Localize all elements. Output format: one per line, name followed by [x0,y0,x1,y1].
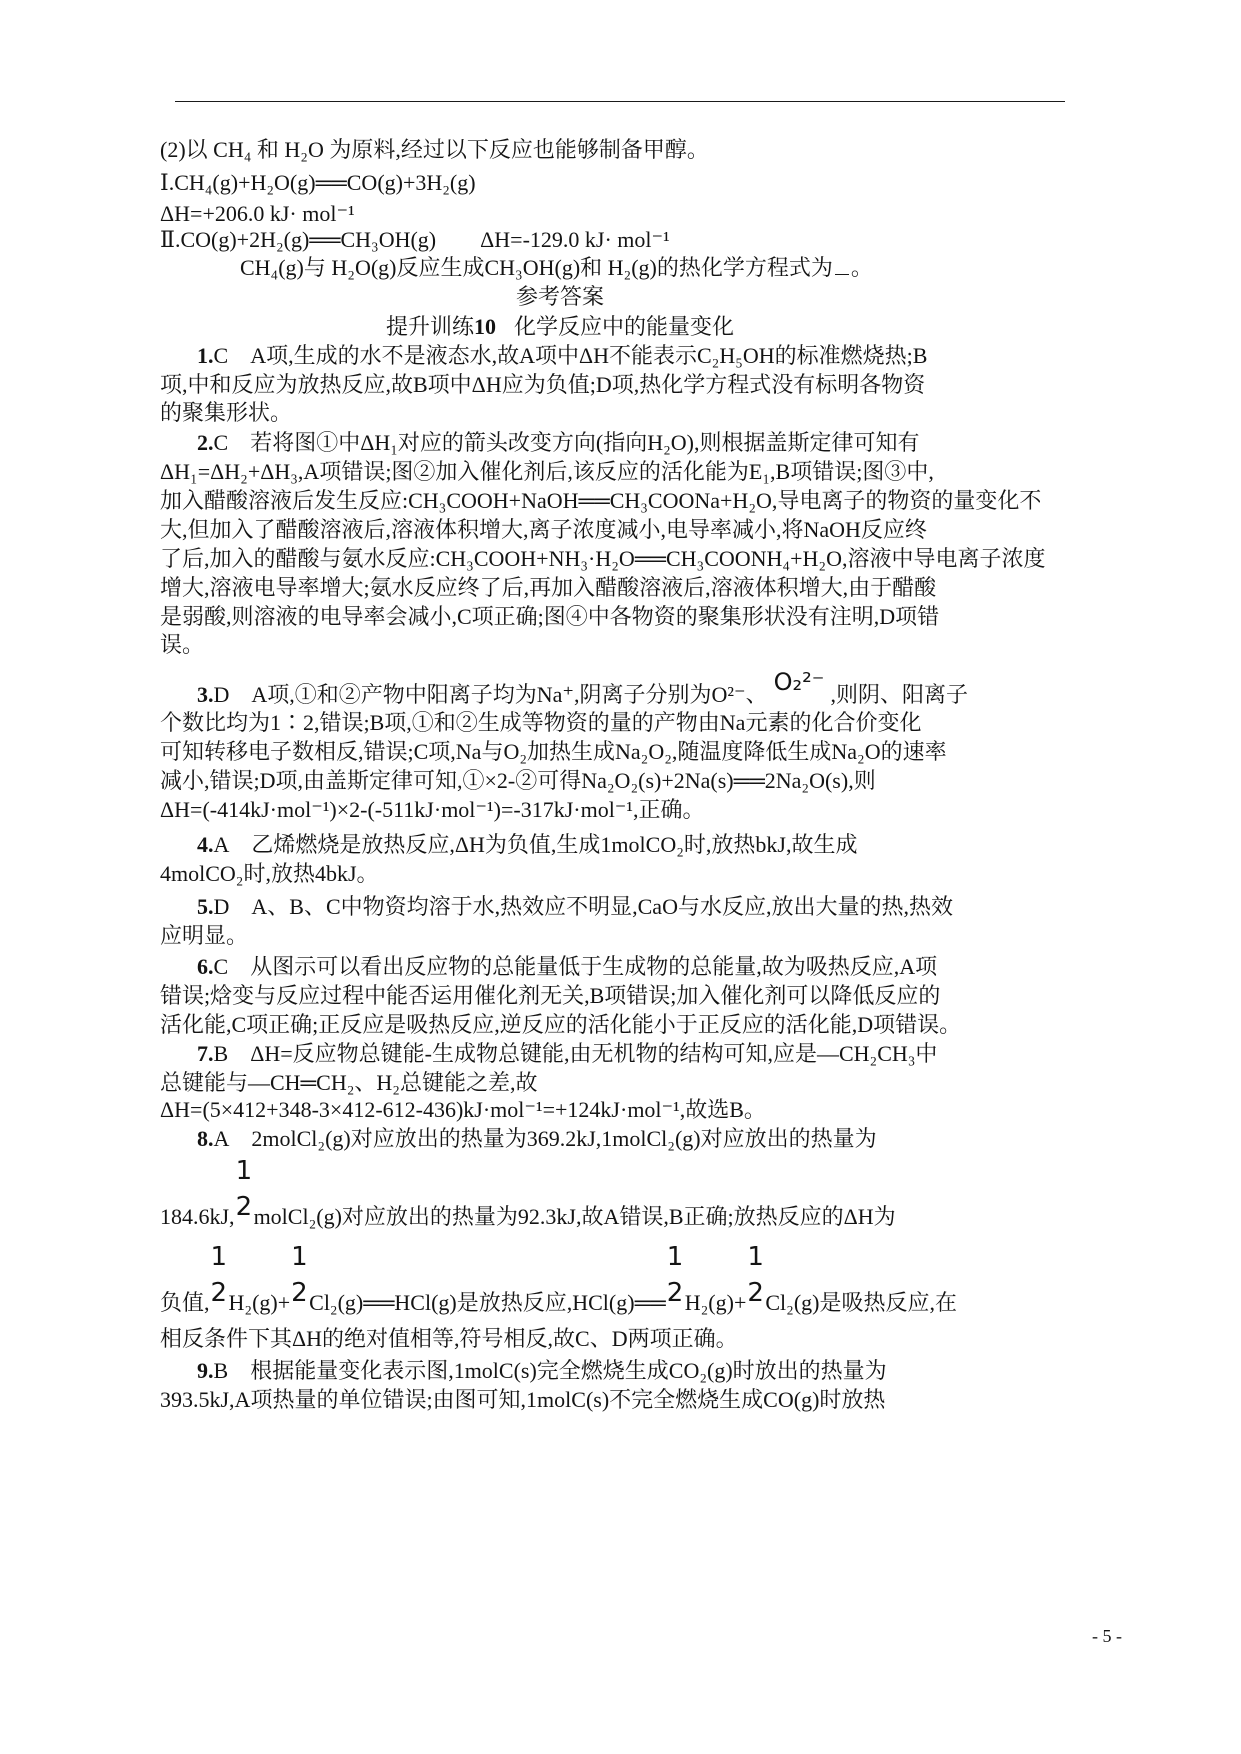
reaction-2-enthalpy: ΔH=-129.0 kJ· mol⁻¹ [480,227,670,252]
answer-2-line-7: 是弱酸,则溶液的电导率会减小,C项正确;图④中各物资的聚集形状没有注明,D项错 [160,604,940,629]
fraction-denominator: 2 [747,1278,764,1308]
reaction-2: Ⅱ.CO(g)+2H₂(g)══CH₃OH(g) [160,227,437,252]
answer-choice: C [213,430,229,455]
answer-4-line-1 [197,830,857,860]
reaction-1-enthalpy: ΔH=+206.0 kJ· mol⁻¹ [160,201,355,226]
answer-text: 负值, [160,1290,210,1315]
answer-1-line-1 [197,341,927,371]
answer-text: 若将图①中ΔH₁对应的箭头改变方向(指向H₂O),则根据盖斯定律可知有 [250,430,920,455]
fraction-denominator: 2 [235,1192,253,1222]
answer-number: 2. [197,430,214,455]
reaction-2-line [160,225,670,255]
answer-1-line-3: 的聚集形状。 [160,400,293,425]
answer-choice: A [213,1126,230,1151]
answer-4-line-2: 4molCO₂时,放热4bkJ。 [160,861,379,886]
answer-3-line-5: ΔH=(-414kJ·mol⁻¹)×2-(-511kJ·mol⁻¹)=-317kJ·mol⁻¹,正确。 [160,797,705,822]
fraction-numerator: 1 [747,1242,764,1272]
answer-8-line-4: 相反条件下其ΔH的绝对值相等,符号相反,故C、D两项正确。 [160,1326,738,1351]
answer-3-line-3: 可知转移电子数相反,错误;C项,Na与O₂加热生成Na₂O₂,随温度降低生成Na₂O的速率 [160,739,947,764]
answer-8-line-3 [160,1242,957,1318]
answer-7-line-2: 总键能与—CH═CH₂、H₂总键能之差,故 [160,1070,538,1095]
answer-9-line-1 [197,1356,887,1386]
answer-text: ΔH=反应物总键能-生成物总键能,由无机物的结构可知,应是—CH₂CH₃中 [250,1041,938,1066]
fraction-one-half [666,1242,684,1310]
answer-2-line-2: ΔH₁=ΔH₂+ΔH₃,A项错误;图②加入催化剂后,该反应的活化能为E₁,B项错误;图③中, [160,459,934,484]
title-topic: 化学反应中的能量变化 [514,314,735,339]
answer-key-heading: 参考答案 [515,284,604,309]
answer-text: A项,生成的水不是液态水,故A项中ΔH不能表示C₂H₅OH的标准燃烧热;B [250,343,928,368]
title-prefix: 提升训练 [385,314,474,339]
answer-choice: C [213,954,229,979]
answer-choice: D [213,894,230,919]
fraction-one-half [291,1242,308,1310]
answer-number: 5. [197,894,214,919]
answer-blank [835,254,849,275]
answer-1-line-2: 项,中和反应为放热反应,故B项中ΔH应为负值;D项,热化学方程式没有标明各物资 [160,372,926,397]
answer-9-line-2: 393.5kJ,A项热量的单位错误;由图可知,1molC(s)不完全燃烧生成CO(g)时放热 [160,1387,886,1412]
page-number: - 5 - [1092,1626,1122,1646]
answer-choice: C [213,343,229,368]
answer-8-line-1 [197,1124,877,1154]
answer-number: 6. [197,954,214,979]
fraction-denominator: 2 [210,1278,228,1308]
question-prompt [240,253,873,283]
answer-text: 2molCl₂(g)对应放出的热量为369.2kJ,1molCl₂(g)对应放出的热量为 [251,1126,877,1151]
answer-5-line-2: 应明显。 [160,923,249,948]
answer-3-line-4: 减小,错误;D项,由盖斯定律可知,①×2-②可得Na₂O₂(s)+2Na(s)══2Na₂O(s),则 [160,768,876,793]
answer-text: A、B、C中物资均溶于水,热效应不明显,CaO与水反应,放出大量的热,热效 [251,894,953,919]
answer-choice: A [213,832,230,857]
fraction-one-half [235,1156,253,1224]
fraction-one-half [210,1242,228,1310]
answer-choice: B [213,1358,229,1383]
answer-number: 8. [197,1126,214,1151]
answer-text: 184.6kJ, [160,1204,235,1229]
answer-text: H₂(g)+ [684,1290,747,1315]
fraction-numerator: 1 [291,1242,308,1272]
answer-6-line-2: 错误;焓变与反应过程中能否运用催化剂无关,B项错误;加入催化剂可以降低反应的 [160,983,941,1008]
answer-text: A项,①和②产物中阳离子均为Na⁺,阴离子分别为O²⁻、 [251,682,768,707]
answer-text: 从图示可以看出反应物的总能量低于生成物的总能量,故为吸热反应,A项 [250,954,938,979]
fraction-denominator: 2 [291,1278,308,1308]
answer-number: 1. [197,343,214,368]
answer-6-line-3: 活化能,C项正确;正反应是吸热反应,逆反应的活化能小于正反应的活化能,D项错误。 [160,1012,962,1037]
answer-6-line-1 [197,952,937,982]
question-prompt-text: CH₄(g)与 H₂O(g)反应生成CH₃OH(g)和 H₂(g)的热化学方程式为 [240,255,833,280]
fraction-numerator: 1 [666,1242,684,1272]
answer-choice: B [213,1041,229,1066]
answer-7-line-1 [197,1039,937,1069]
answer-number: 3. [197,682,214,707]
answer-text: 根据能量变化表示图,1molC(s)完全燃烧生成CO₂(g)时放出的热量为 [250,1358,887,1383]
question-intro: (2)以 CH₄ 和 H₂O 为原料,经过以下反应也能够制备甲醇。 [160,137,709,162]
answer-choice: D [213,682,230,707]
fraction-numerator: 1 [235,1156,253,1186]
answer-3-line-2: 个数比均为1∶2,错误;B项,①和②生成等物资的量的产物由Na元素的化合价变化 [160,710,922,735]
fraction-denominator: 2 [666,1278,684,1308]
answer-text: Cl₂(g)══HCl(g)是放热反应,HCl(g)══ [309,1290,666,1315]
answer-text: molCl₂(g)对应放出的热量为92.3kJ,故A错误,B正确;放热反应的ΔH为 [253,1204,896,1229]
answer-5-line-1 [197,892,953,922]
answer-2-line-8: 误。 [160,632,205,657]
answer-2-line-1 [197,428,920,458]
answer-2-line-5: 了后,加入的醋酸与氨水反应:CH₃COOH+NH₃·H₂O══CH₃COONH₄+H₂O,溶液中导电离子浓度 [160,546,1046,571]
answer-2-line-4: 大,但加入了醋酸溶液后,溶液体积增大,离子浓度减小,电导率减小,将NaOH反应终 [160,517,927,542]
answer-8-line-2 [160,1156,896,1232]
answer-text: ,则阴、阳离子 [830,682,968,707]
reaction-1: Ⅰ.CH₄(g)+H₂O(g)══CO(g)+3H₂(g) [160,170,476,195]
answer-key-title [160,312,960,342]
answer-text: Cl₂(g)是吸热反应,在 [765,1290,957,1315]
answer-number: 4. [197,832,214,857]
answer-text: 乙烯燃烧是放热反应,ΔH为负值,生成1molCO₂时,放热bkJ,故生成 [251,832,858,857]
answer-3-line-1 [197,668,968,709]
peroxide-ion-formula: O₂²⁻ [773,668,825,696]
fraction-one-half [747,1242,764,1310]
answer-number: 9. [197,1358,214,1383]
header-rule [175,101,1065,102]
answer-number: 7. [197,1041,214,1066]
answer-2-line-3: 加入醋酸溶液后发生反应:CH₃COOH+NaOH══CH₃COONa+H₂O,导电离子的物资的量变化不 [160,488,1042,513]
fraction-numerator: 1 [210,1242,228,1272]
title-number: 10 [474,314,496,339]
question-prompt-end: 。 [850,255,873,280]
answer-7-line-3: ΔH=(5×412+348-3×412-612-436)kJ·mol⁻¹=+124kJ·mol⁻¹,故选B。 [160,1097,766,1122]
answer-text: H₂(g)+ [228,1290,291,1315]
answer-2-line-6: 增大,溶液电导率增大;氨水反应终了后,再加入醋酸溶液后,溶液体积增大,由于醋酸 [160,575,937,600]
